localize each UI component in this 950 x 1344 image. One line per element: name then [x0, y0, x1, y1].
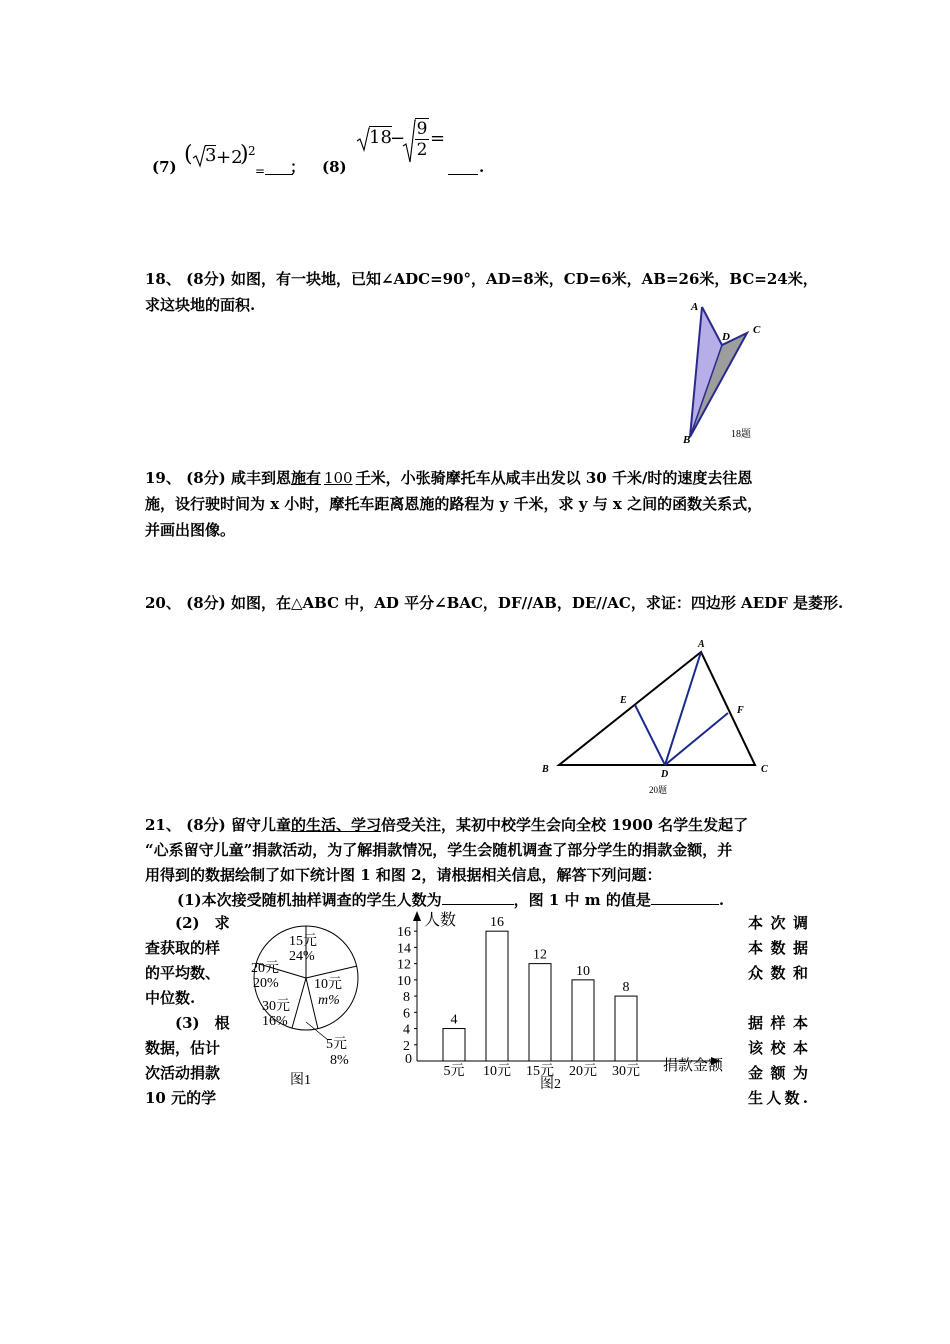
- q18-label-b: B: [683, 434, 691, 446]
- q17-part8-end: .: [479, 158, 485, 176]
- q19-line-3: 并画出图像。: [145, 521, 236, 539]
- q17-part8-minus: −: [390, 128, 406, 149]
- q17-part8-fraction: [415, 118, 429, 160]
- q21-right-line: 金额为: [748, 1064, 808, 1082]
- q19-line-1-e: 米，小张骑摩托车从咸丰出发以 30 千米/时的速度去往恩: [370, 469, 753, 487]
- q17-part8: [322, 120, 492, 190]
- q21-right-line: 本数据: [748, 939, 808, 957]
- x-tick-label: 10元: [483, 1064, 511, 1079]
- y-tick-label: 10: [397, 973, 411, 989]
- q18-figure: [675, 295, 775, 450]
- q17-part8-label: (8): [322, 158, 347, 176]
- q21-part-1-blank-m[interactable]: [651, 888, 719, 905]
- pie-label-15: 15元: [289, 934, 317, 949]
- pie-caption: 图1: [290, 1073, 311, 1088]
- x-tick-label: 20元: [569, 1064, 597, 1079]
- bars: [443, 915, 640, 1079]
- q21-left-line: 查获取的样: [145, 939, 221, 957]
- q20-label-c: C: [761, 764, 768, 775]
- x-axis-label: 捐款金额: [663, 1058, 724, 1074]
- q17-part7-open-paren: (: [184, 142, 193, 167]
- q19-line-1-c: 100: [323, 469, 353, 487]
- y-tick-label: 2: [403, 1038, 410, 1054]
- q18-line-1: 18、 (8分) 如图，有一块地，已知∠ADC=90°，AD=8米，CD=6米，AB=26米，BC=24米，: [145, 270, 818, 288]
- q19-line-1-a: 19、 (8分) 咸丰到恩: [145, 469, 291, 487]
- q21-right-line: 众数和: [748, 964, 808, 982]
- q21-left-line: 数据，估计: [145, 1039, 221, 1057]
- q17-part7-sqrt-arg: 3: [205, 145, 217, 166]
- q17-part8-answer-blank[interactable]: [448, 156, 478, 175]
- bar-2: [529, 964, 551, 1061]
- q17-part7-close-paren: ): [240, 142, 249, 167]
- pie-pct-30: 16%: [262, 1014, 288, 1029]
- q17-part7-equals: =: [255, 164, 266, 178]
- bar-1: [486, 931, 508, 1061]
- q20-label-b: B: [542, 764, 549, 775]
- q18-label-d: D: [722, 331, 730, 343]
- q21-right-column: [748, 911, 808, 1111]
- q17-separator: ；: [290, 158, 306, 176]
- y-tick-label: 0: [405, 1052, 412, 1067]
- q20-line-1: 20、 (8分) 如图，在△ABC 中，AD 平分∠BAC，DF//AB，DE//AC，求证：四边形 AEDF 是菱形.: [145, 594, 844, 612]
- q21-line-1-b: 的生活、学习: [290, 816, 381, 834]
- pie-divider: [292, 978, 306, 1028]
- bar-value-label: 8: [622, 980, 630, 996]
- q18-label-c: C: [753, 324, 761, 336]
- q20-label-e: E: [620, 695, 627, 706]
- q17-part8-fraction-denominator: 2: [416, 140, 428, 160]
- bar-4: [615, 996, 637, 1061]
- y-tick-label: 4: [403, 1022, 410, 1038]
- q21-line-1-c: 倍受关注，某初中校学生会向全校 1900 名学生发起了: [380, 816, 749, 834]
- q19-line-1: [145, 465, 752, 491]
- bar-value-label: 4: [450, 1012, 458, 1028]
- q21-line-2: “心系留守儿童”捐款活动，为了解捐款情况，学生会随机调查了部分学生的捐款金额，并: [145, 841, 733, 859]
- q21-left-line: 中位数.: [145, 989, 196, 1007]
- pie-label-10: 10元: [314, 977, 342, 992]
- q18-label-a: A: [691, 301, 699, 313]
- bar-value-label: 12: [533, 947, 547, 963]
- q21-part-1-c: .: [718, 891, 725, 909]
- y-tick-label: 6: [403, 1006, 410, 1022]
- q21-right-line: 据样本: [748, 1014, 808, 1032]
- q21-left-line: (2) 求: [175, 914, 230, 932]
- q18-line-2: 求这块地的面积.: [145, 296, 256, 314]
- y-axis-arrow: [413, 911, 421, 921]
- q20-figure: [535, 635, 785, 800]
- pie-pct-10: m%: [318, 993, 340, 1008]
- pie-label-5: 5元: [326, 1037, 347, 1052]
- q17-part8-sqrt-sign-2: [402, 118, 416, 164]
- q20-segment-de: [635, 705, 665, 765]
- q21-left-line: (3) 根: [175, 1014, 230, 1032]
- q21-left-column: [145, 911, 237, 1111]
- q17-part8-sqrt-arg-1: 18: [369, 127, 392, 148]
- q21-part-1-blank-count[interactable]: [442, 888, 514, 905]
- bar-value-label: 10: [576, 963, 590, 979]
- pie-pct-20: 20%: [253, 976, 279, 991]
- chart-caption: 图2: [540, 1077, 561, 1092]
- x-tick-label: 30元: [612, 1064, 640, 1079]
- q17-part7: [152, 142, 306, 188]
- q20-label-f: F: [737, 705, 744, 716]
- q21-part-1-b: ，图 1 中 m 的值是: [513, 891, 651, 909]
- q17-part8-sqrt-sign-1: [356, 126, 370, 152]
- q21-right-line: [748, 986, 808, 1011]
- q20-segment-ad: [665, 652, 701, 765]
- y-tick-label: 14: [397, 941, 411, 957]
- q17-part7-exponent: 2: [248, 144, 256, 158]
- q21-right-line: 该校本: [748, 1039, 808, 1057]
- y-tick-label: 8: [403, 990, 410, 1006]
- x-tick-label: 15元: [526, 1064, 554, 1079]
- q17-part8-fraction-numerator: 9: [416, 119, 428, 139]
- q20-segment-df: [665, 713, 728, 765]
- y-tick-label: 12: [397, 957, 411, 973]
- bar-value-label: 16: [490, 915, 504, 931]
- q20-caption: 20题: [649, 785, 668, 795]
- q20-label-a: A: [698, 639, 705, 650]
- q21-left-line: 的平均数、: [145, 964, 221, 982]
- x-tick-label: 5元: [443, 1064, 465, 1079]
- bar-3: [572, 980, 594, 1061]
- q17-part7-label: (7): [152, 158, 177, 176]
- q21-bar-chart: [395, 905, 745, 1097]
- q21-left-line: 次活动捐款: [145, 1064, 221, 1082]
- q21-right-line: 生人数.: [748, 1089, 808, 1107]
- q21-line-3: 用得到的数据绘制了如下统计图 1 和图 2，请根据相关信息，解答下列问题：: [145, 866, 662, 884]
- q18-caption: 18题: [731, 429, 751, 440]
- q21-line-1-a: 21、 (8分) 留守儿童: [145, 816, 291, 834]
- q19-line-1-d: 千: [355, 469, 371, 487]
- q17-part7-sqrt-sign: [192, 144, 206, 168]
- q19-line-1-b: 施有: [290, 469, 321, 487]
- q21-part-1-a: (1)本次接受随机抽样调查的学生人数为: [177, 891, 442, 909]
- pie-pct-5: 8%: [330, 1053, 349, 1068]
- q17-part7-plus: +2: [216, 147, 243, 168]
- y-ticks: [397, 925, 417, 1067]
- pie-pct-15: 24%: [289, 949, 315, 964]
- y-tick-label: 16: [397, 925, 411, 941]
- q19-line-2: 施，设行驶时间为 x 小时，摩托车距离恩施的路程为 y 千米，求 y 与 x 之间的函数关系式，: [145, 495, 763, 513]
- q21-right-line: 本次调: [748, 914, 808, 932]
- q21-left-line: 10 元的学: [145, 1089, 217, 1107]
- q20-label-d: D: [661, 769, 669, 780]
- bar-0: [443, 1029, 465, 1061]
- q17-part8-equals: =: [430, 128, 446, 149]
- y-axis-label: 人数: [424, 912, 457, 929]
- q17-part7-answer-blank[interactable]: [265, 156, 293, 175]
- q21-pie-chart: [240, 918, 375, 1096]
- pie-label-20: 20元: [251, 961, 279, 976]
- pie-label-30: 30元: [262, 999, 290, 1014]
- q21-line-1: [145, 812, 748, 838]
